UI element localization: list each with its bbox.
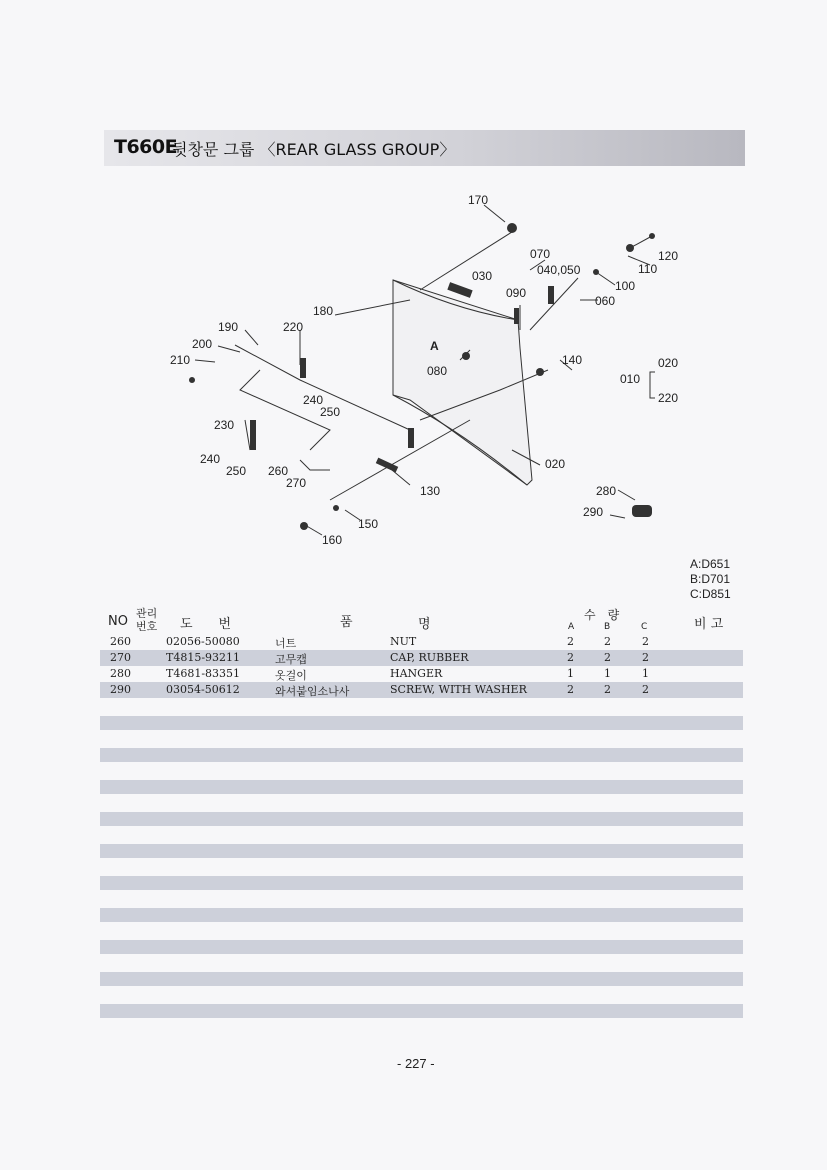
cell-name-eng: HANGER [390, 667, 443, 680]
blank-table-row [100, 812, 743, 826]
callout-190: 190 [218, 320, 239, 334]
callout-100: 100 [615, 279, 636, 293]
header-qty: 수 량 [584, 608, 620, 622]
header-part-name-a: 품 [340, 615, 353, 630]
blank-table-row [100, 748, 743, 762]
cell-qty-c: 2 [642, 635, 649, 648]
callout-150: 150 [358, 517, 379, 531]
callout-200: 200 [192, 337, 213, 351]
cell-qty-b: 2 [604, 651, 611, 664]
cell-qty-b: 1 [604, 667, 611, 680]
callout-270: 270 [286, 476, 307, 490]
blank-table-row [100, 876, 743, 890]
callout-220: 220 [283, 320, 304, 334]
callout-230: 230 [214, 418, 235, 432]
model-legend-item: B:D701 [690, 572, 731, 586]
callout-010: 010 [620, 372, 641, 386]
callout-060: 060 [595, 294, 616, 308]
table-header [100, 604, 743, 634]
table-row [100, 634, 743, 650]
callout-260: 260 [268, 464, 289, 478]
cell-part-no: T4815-93211 [166, 651, 241, 664]
cell-no: 270 [110, 651, 131, 664]
callout-020: 020 [545, 457, 566, 471]
callout-240-b: 240 [200, 452, 221, 466]
cell-name-kor: 너트 [275, 637, 297, 650]
header-qty-c: C [641, 622, 648, 632]
blank-table-row [100, 780, 743, 794]
header-drawing-no: 도 번 [180, 617, 232, 632]
callout-070: 070 [530, 247, 551, 261]
header-no: NO [108, 614, 128, 629]
cell-qty-a: 2 [567, 683, 574, 696]
callout-130: 130 [420, 484, 441, 498]
callout-a: A [430, 339, 439, 353]
cell-name-eng: NUT [390, 635, 417, 648]
header-mgmt-bottom: 번호 [136, 620, 158, 633]
cell-qty-c: 2 [642, 651, 649, 664]
callout-120: 120 [658, 249, 679, 263]
callout-080: 080 [427, 364, 448, 378]
header-remarks: 비 고 [694, 617, 724, 632]
model-legend-item: A:D651 [690, 557, 731, 571]
cell-qty-c: 1 [642, 667, 649, 680]
callout-160: 160 [322, 533, 343, 547]
cell-name-kor: 고무캡 [275, 653, 307, 666]
blank-table-row [100, 844, 743, 858]
cell-qty-a: 2 [567, 651, 574, 664]
cell-part-no: 02056-50080 [166, 635, 240, 648]
table-row [100, 682, 743, 698]
header-part-name-b: 명 [418, 617, 431, 632]
callout-140: 140 [562, 353, 583, 367]
model-number: T660E [114, 136, 178, 158]
callout-020-set: 020 [658, 356, 679, 370]
model-legend-item: C:D851 [690, 587, 731, 601]
callout-280: 280 [596, 484, 617, 498]
cell-no: 260 [110, 635, 131, 648]
callout-240: 240 [303, 393, 324, 407]
blank-table-row [100, 940, 743, 954]
cell-qty-b: 2 [604, 683, 611, 696]
cell-name-kor: 와셔붙임소나사 [275, 685, 350, 698]
callout-250: 250 [320, 405, 341, 419]
table-row [100, 666, 743, 682]
page-number: - 227 - [397, 1056, 435, 1071]
model-legend [690, 557, 731, 602]
cell-qty-a: 1 [567, 667, 574, 680]
callout-250-b: 250 [226, 464, 247, 478]
cell-no: 290 [110, 683, 131, 696]
callout-210: 210 [170, 353, 191, 367]
callout-110: 110 [638, 262, 658, 276]
cell-qty-c: 2 [642, 683, 649, 696]
blank-table-row [100, 1004, 743, 1018]
callout-220-set: 220 [658, 391, 679, 405]
blank-table-row [100, 716, 743, 730]
blank-table-row [100, 972, 743, 986]
header-qty-b: B [604, 622, 611, 632]
callout-030: 030 [472, 269, 493, 283]
header-mgmt-top: 관리 [136, 607, 158, 620]
cell-no: 280 [110, 667, 131, 680]
cell-qty-a: 2 [567, 635, 574, 648]
cell-name-eng: SCREW, WITH WASHER [390, 683, 527, 696]
callout-170: 170 [468, 193, 489, 207]
callout-290: 290 [583, 505, 604, 519]
cell-qty-b: 2 [604, 635, 611, 648]
callout-090: 090 [506, 286, 527, 300]
callout-040-050: 040,050 [537, 263, 581, 277]
group-title: 뒷창문 그룹 〈REAR GLASS GROUP〉 [172, 140, 456, 159]
blank-table-row [100, 908, 743, 922]
header-qty-a: A [568, 622, 575, 632]
cell-name-eng: CAP, RUBBER [390, 651, 469, 664]
cell-part-no: 03054-50612 [166, 683, 240, 696]
cell-part-no: T4681-83351 [166, 667, 241, 680]
cell-name-kor: 옷걸이 [275, 669, 307, 682]
callout-180: 180 [313, 304, 334, 318]
table-row [100, 650, 743, 666]
parts-table [100, 604, 743, 698]
